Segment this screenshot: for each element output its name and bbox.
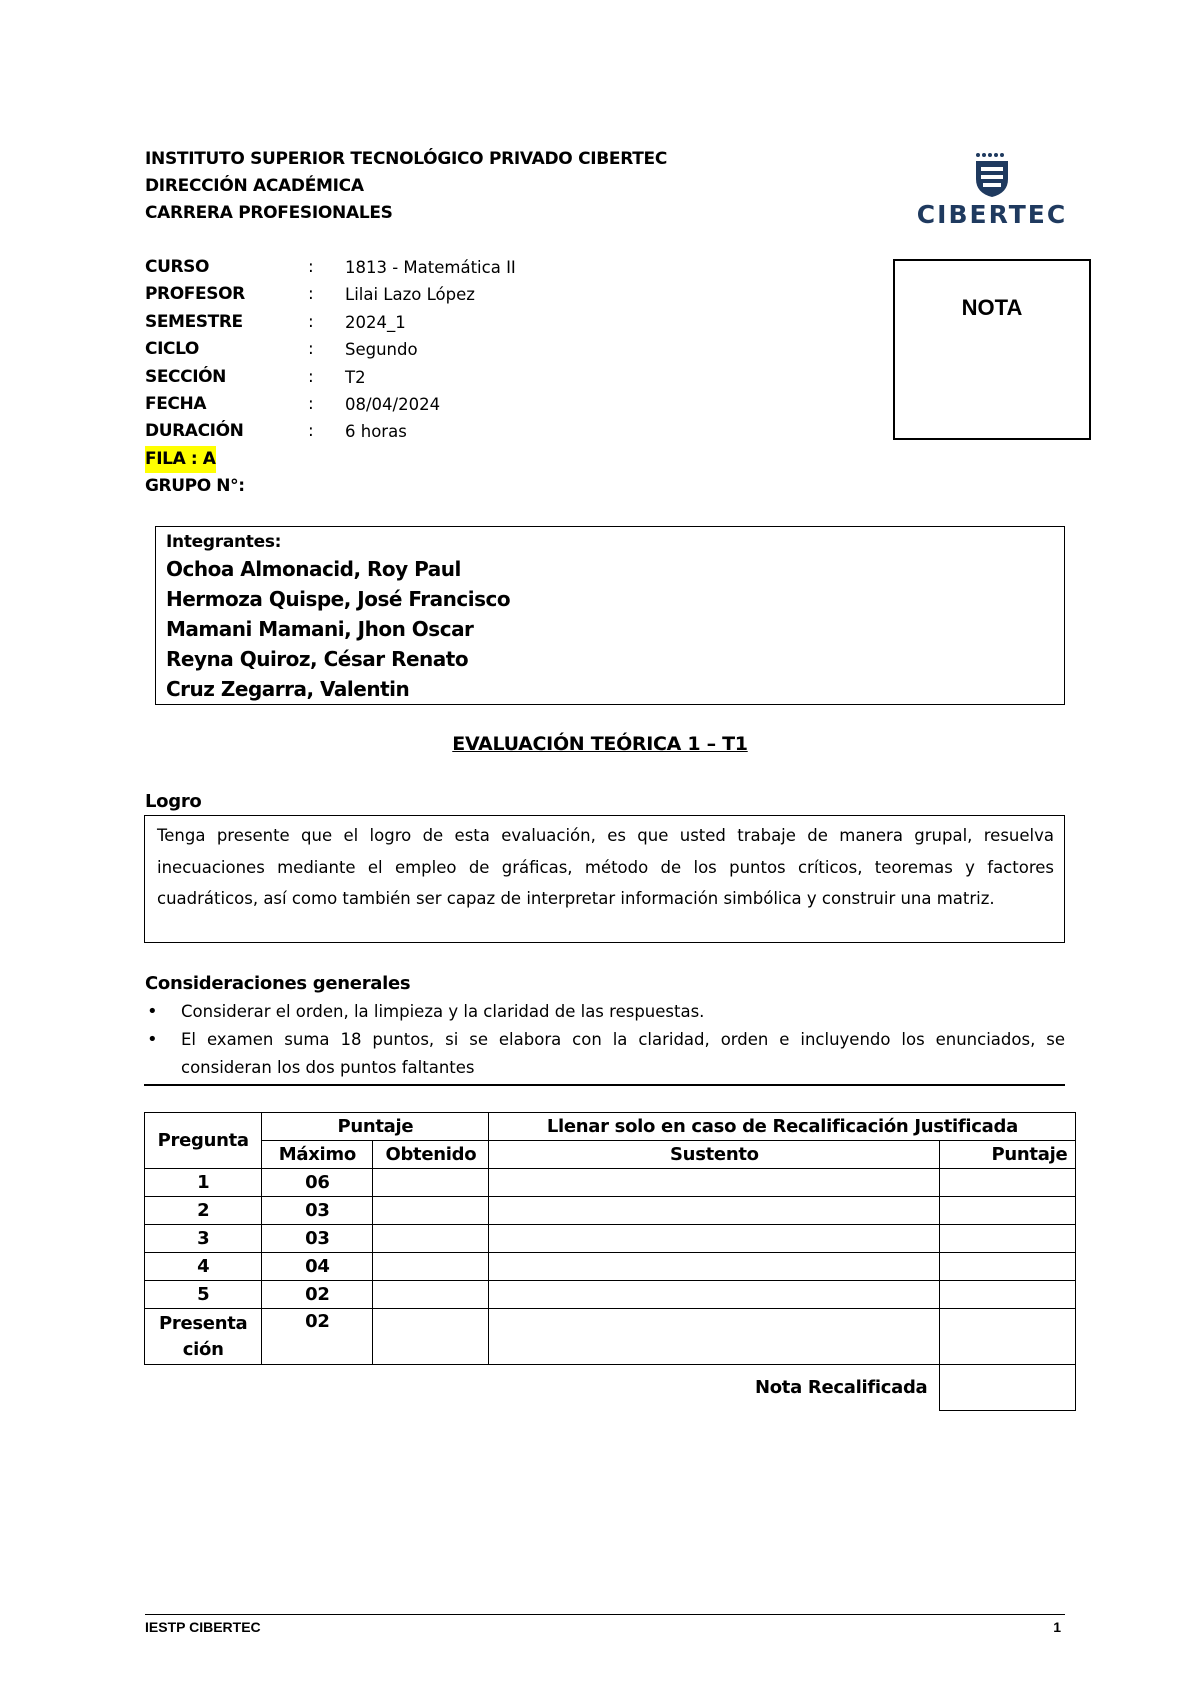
header-obtenido: Obtenido bbox=[373, 1141, 489, 1169]
info-label: DURACIÓN bbox=[145, 421, 244, 442]
table-row bbox=[145, 1197, 1076, 1225]
header-sustento: Sustento bbox=[489, 1141, 940, 1169]
table-subheader-row bbox=[145, 1141, 1076, 1169]
cell-question: 3 bbox=[145, 1225, 262, 1253]
table-footer-row bbox=[145, 1365, 1076, 1411]
info-colon: : bbox=[308, 284, 314, 305]
logro-text: Tenga presente que el logro de esta evaluación, es que usted trabaje de manera grupal, resuelva inecuaciones mediante el empleo de gráficas, método de los puntos críticos, teoremas y factores cuadráticos, así como también ser capaz de interpretar información simbólica y construir una matriz. bbox=[144, 815, 1065, 943]
members-title: Integrantes: bbox=[166, 532, 282, 552]
cell-obtained bbox=[373, 1169, 489, 1197]
cell-question: Presenta ción bbox=[145, 1309, 262, 1365]
considerations-list bbox=[145, 998, 1065, 1082]
header-maximo: Máximo bbox=[262, 1141, 373, 1169]
logo-text: CIBERTEC bbox=[916, 200, 1068, 229]
fila-label: FILA : A bbox=[145, 446, 216, 473]
cell-max: 02 bbox=[262, 1309, 373, 1365]
info-value: 1813 - Matemática II bbox=[345, 258, 516, 277]
list-item-text: El examen suma 18 puntos, si se elabora con la claridad, orden e incluyendo los enunciados, se consideran los dos puntos faltantes bbox=[181, 1030, 1065, 1077]
evaluation-title: EVALUACIÓN TEÓRICA 1 – T1 bbox=[452, 733, 748, 755]
cell-obtained bbox=[373, 1309, 489, 1365]
cell-max: 02 bbox=[262, 1281, 373, 1309]
member-name: Mamani Mamani, Jhon Oscar bbox=[166, 617, 474, 641]
page-number: 1 bbox=[1053, 1619, 1061, 1635]
cell-question: 5 bbox=[145, 1281, 262, 1309]
cell-question: 2 bbox=[145, 1197, 262, 1225]
cell-obtained bbox=[373, 1253, 489, 1281]
info-value: 2024_1 bbox=[345, 312, 406, 332]
list-item bbox=[145, 998, 1065, 1026]
cell-sustento bbox=[489, 1197, 940, 1225]
info-value: 08/04/2024 bbox=[345, 394, 441, 414]
info-colon: : bbox=[308, 366, 314, 387]
page-footer bbox=[145, 1614, 1065, 1635]
members-box bbox=[155, 526, 1065, 705]
table-row bbox=[145, 1169, 1076, 1197]
info-colon: : bbox=[308, 421, 314, 442]
cell-obtained bbox=[373, 1197, 489, 1225]
table-row bbox=[145, 1309, 1076, 1365]
info-label: SEMESTRE bbox=[145, 311, 243, 332]
nota-recalificada-label: Nota Recalificada bbox=[754, 1377, 928, 1399]
grade-label: NOTA bbox=[961, 295, 1023, 320]
grade-box bbox=[893, 259, 1091, 440]
member-name: Hermoza Quispe, José Francisco bbox=[166, 587, 511, 611]
info-colon: : bbox=[308, 257, 314, 277]
nota-recalificada-cell bbox=[940, 1365, 1076, 1411]
member-name: Ochoa Almonacid, Roy Paul bbox=[166, 557, 461, 581]
logro-heading: Logro bbox=[145, 791, 202, 812]
info-label: FECHA bbox=[145, 393, 207, 414]
cell-obtained bbox=[373, 1281, 489, 1309]
table-row bbox=[145, 1225, 1076, 1253]
cell-obtained bbox=[373, 1225, 489, 1253]
table-row bbox=[145, 1253, 1076, 1281]
bullet-icon: • bbox=[147, 1029, 158, 1050]
grupo-label: GRUPO N°: bbox=[145, 476, 245, 497]
info-value: 6 horas bbox=[345, 422, 407, 442]
header-puntaje-recal: Puntaje bbox=[940, 1141, 1076, 1169]
cell-recal-score bbox=[940, 1169, 1076, 1197]
cell-question: 1 bbox=[145, 1169, 262, 1197]
list-item bbox=[145, 1026, 1065, 1082]
cell-max: 04 bbox=[262, 1253, 373, 1281]
info-label: CICLO bbox=[145, 339, 199, 360]
cell-question: 4 bbox=[145, 1253, 262, 1281]
cell-max: 03 bbox=[262, 1225, 373, 1253]
member-name: Cruz Zegarra, Valentin bbox=[166, 677, 410, 701]
divider bbox=[144, 1084, 1065, 1086]
shield-icon bbox=[912, 150, 1072, 200]
header-puntaje: Puntaje bbox=[262, 1113, 489, 1141]
institution-header bbox=[145, 146, 667, 227]
careers-label: CARRERA PROFESIONALES bbox=[145, 203, 393, 223]
cell-recal-score bbox=[940, 1225, 1076, 1253]
info-colon: : bbox=[308, 339, 314, 360]
header-recalificacion: Llenar solo en caso de Recalificación Justificada bbox=[489, 1113, 1076, 1141]
info-value: Segundo bbox=[345, 340, 418, 360]
info-value: Lilai Lazo López bbox=[345, 285, 475, 305]
cell-recal-score bbox=[940, 1253, 1076, 1281]
cell-sustento bbox=[489, 1281, 940, 1309]
cibertec-logo bbox=[912, 150, 1072, 230]
info-colon: : bbox=[308, 393, 314, 414]
info-label: SECCIÓN bbox=[145, 366, 227, 387]
cell-max: 03 bbox=[262, 1197, 373, 1225]
member-name: Reyna Quiroz, César Renato bbox=[166, 647, 469, 671]
cell-sustento bbox=[489, 1169, 940, 1197]
institution-name: INSTITUTO SUPERIOR TECNOLÓGICO PRIVADO CIBERTEC bbox=[145, 149, 668, 169]
table-header-row bbox=[145, 1113, 1076, 1141]
cell-recal-score bbox=[940, 1197, 1076, 1225]
cell-recal-score bbox=[940, 1309, 1076, 1365]
considerations-heading: Consideraciones generales bbox=[145, 973, 411, 994]
bullet-icon: • bbox=[147, 1001, 158, 1022]
table-row bbox=[145, 1281, 1076, 1309]
cell-sustento bbox=[489, 1309, 940, 1365]
info-value: T2 bbox=[345, 367, 366, 387]
info-label: CURSO bbox=[145, 257, 210, 277]
footer-institution: IESTP CIBERTEC bbox=[145, 1619, 261, 1635]
cell-sustento bbox=[489, 1253, 940, 1281]
cell-max: 06 bbox=[262, 1169, 373, 1197]
info-label: PROFESOR bbox=[145, 284, 245, 305]
academic-direction: DIRECCIÓN ACADÉMICA bbox=[145, 176, 364, 196]
header-pregunta: Pregunta bbox=[145, 1113, 262, 1169]
list-item-text: Considerar el orden, la limpieza y la claridad de las respuestas. bbox=[181, 1002, 705, 1021]
cell-recal-score bbox=[940, 1281, 1076, 1309]
cell-sustento bbox=[489, 1225, 940, 1253]
score-table bbox=[144, 1112, 1076, 1411]
info-colon: : bbox=[308, 311, 314, 332]
